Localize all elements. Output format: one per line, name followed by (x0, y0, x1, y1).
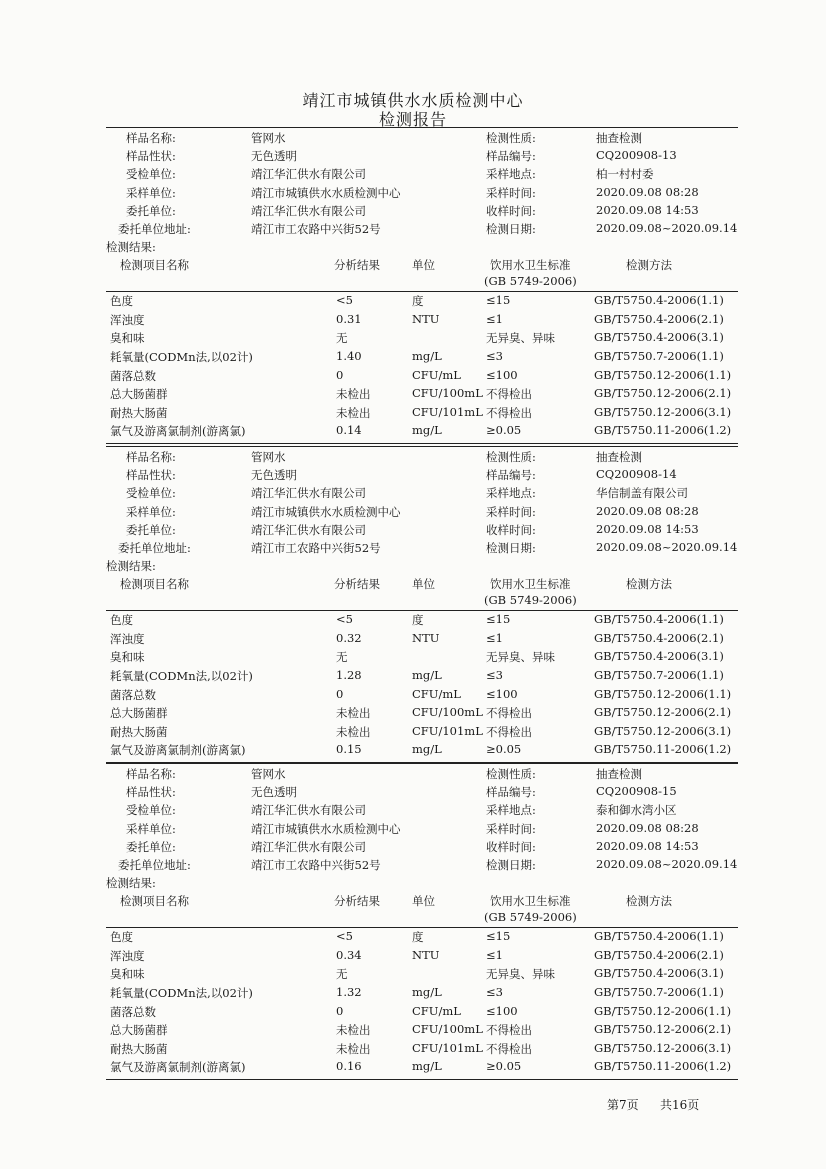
info-value: 抽查检测 (596, 131, 642, 145)
result-item: 色度 (110, 613, 133, 628)
info-label: 受检单位: (126, 486, 176, 501)
result-item: 氯气及游离氯制剂(游离氯) (110, 424, 246, 439)
result-unit: CFU/101mL (412, 1040, 483, 1055)
column-header-row (106, 576, 738, 594)
info-row (106, 839, 738, 857)
info-label: 检测日期: (486, 541, 536, 555)
result-value: 无 (336, 650, 348, 665)
info-value: 靖江市工农路中兴街52号 (251, 222, 381, 236)
col-method-header: 检测方法 (626, 894, 672, 909)
result-row (106, 985, 738, 1003)
result-item: 耐热大肠菌 (110, 1041, 168, 1056)
info-value: 泰和御水湾小区 (596, 803, 677, 818)
result-item: 色度 (110, 930, 133, 945)
info-label: 样品编号: (486, 785, 536, 800)
info-value: 无色透明 (251, 149, 297, 164)
result-standard: ≤100 (486, 1003, 518, 1018)
result-method: GB/T5750.12-2006(3.1) (594, 404, 732, 419)
info-value: 无色透明 (251, 468, 297, 483)
result-row (106, 742, 738, 760)
info-value: 2020.09.08~2020.09.14 (596, 221, 738, 235)
col-unit-header: 单位 (412, 577, 435, 592)
result-row (106, 1004, 738, 1022)
info-row (106, 857, 738, 875)
info-value: 管网水 (251, 131, 286, 145)
info-label: 采样地点: (486, 803, 536, 818)
result-item: 浑浊度 (110, 948, 145, 963)
info-label: 样品编号: (486, 149, 536, 164)
result-method: GB/T5750.4-2006(2.1) (594, 311, 724, 326)
column-header-row-2 (106, 593, 738, 611)
result-item: 臭和味 (110, 331, 145, 346)
result-row (106, 724, 738, 742)
result-value: 1.40 (336, 349, 362, 363)
info-row (106, 221, 738, 239)
col-standard-header: 饮用水卫生标准 (490, 258, 571, 273)
result-value: 未检出 (336, 405, 371, 420)
column-header-row-2 (106, 910, 738, 928)
result-row (106, 649, 738, 667)
col-unit-header: 单位 (412, 258, 435, 273)
info-row (106, 148, 738, 166)
info-label: 委托单位地址: (118, 858, 191, 872)
info-label: 收样时间: (486, 203, 536, 218)
result-value: 0 (336, 367, 344, 382)
info-value: 靖江华汇供水有限公司 (251, 839, 366, 854)
result-unit: CFU/101mL (412, 723, 483, 738)
result-item: 耗氧量(CODMn法,以02计) (110, 350, 253, 364)
info-value: 2020.09.08 14:53 (596, 521, 699, 536)
info-value: CQ200908-14 (596, 467, 677, 482)
col-standard-header: 饮用水卫生标准 (490, 894, 571, 909)
info-value: 靖江市工农路中兴街52号 (251, 541, 381, 555)
result-item: 浑浊度 (110, 312, 145, 327)
result-unit: 度 (412, 294, 424, 309)
info-label: 样品名称: (126, 131, 176, 145)
info-label: 收样时间: (486, 839, 536, 854)
result-row (106, 1041, 738, 1059)
result-method: GB/T5750.4-2006(2.1) (594, 947, 724, 962)
info-label: 样品名称: (126, 767, 176, 781)
result-item: 菌落总数 (110, 687, 156, 702)
info-value: 靖江华汇供水有限公司 (251, 803, 366, 818)
result-method: GB/T5750.7-2006(1.1) (594, 349, 724, 363)
col-item-header: 检测项目名称 (120, 258, 189, 273)
result-unit: NTU (412, 311, 440, 326)
result-value: 0 (336, 1003, 344, 1018)
info-label: 委托单位地址: (118, 541, 191, 555)
rule-line (106, 927, 738, 928)
result-method: GB/T5750.12-2006(2.1) (594, 1022, 732, 1037)
result-standard: ≤100 (486, 367, 518, 382)
result-method: GB/T5750.4-2006(2.1) (594, 630, 724, 645)
result-value: 0 (336, 686, 344, 701)
result-method: GB/T5750.12-2006(2.1) (594, 386, 732, 401)
result-standard: 无异臭、异味 (486, 650, 555, 665)
info-label: 采样时间: (486, 185, 536, 200)
result-unit: NTU (412, 947, 440, 962)
result-unit: NTU (412, 630, 440, 645)
result-unit: mg/L (412, 1059, 442, 1074)
result-item: 臭和味 (110, 650, 145, 665)
info-label: 委托单位地址: (118, 222, 191, 236)
result-standard: ≤3 (486, 668, 503, 682)
info-row (106, 185, 738, 203)
result-row (106, 349, 738, 367)
result-method: GB/T5750.12-2006(1.1) (594, 367, 732, 382)
rule-line (106, 446, 738, 447)
result-value: 1.32 (336, 985, 362, 999)
result-row (106, 312, 738, 330)
result-unit: mg/L (412, 742, 442, 757)
result-item: 耗氧量(CODMn法,以02计) (110, 669, 253, 683)
result-method: GB/T5750.12-2006(3.1) (594, 723, 732, 738)
rule-line (106, 1079, 738, 1080)
result-unit: CFU/100mL (412, 1022, 483, 1037)
result-unit: CFU/100mL (412, 705, 483, 720)
result-row (106, 423, 738, 441)
result-row (106, 1022, 738, 1040)
col-item-header: 检测项目名称 (120, 577, 189, 592)
page-number: 第7页 (607, 1098, 639, 1112)
info-label: 采样时间: (486, 504, 536, 519)
col-method-header: 检测方法 (626, 577, 672, 592)
rule-line (106, 763, 738, 764)
result-unit: CFU/100mL (412, 386, 483, 401)
result-method: GB/T5750.12-2006(3.1) (594, 1040, 732, 1055)
result-row (106, 293, 738, 311)
result-item: 耐热大肠菌 (110, 724, 168, 739)
result-item: 氯气及游离氯制剂(游离氯) (110, 1060, 246, 1075)
info-value: 靖江华汇供水有限公司 (251, 486, 366, 501)
info-value: 管网水 (251, 450, 286, 464)
result-standard: 不得检出 (486, 1023, 532, 1038)
result-standard: ≤15 (486, 293, 511, 308)
result-value: 1.28 (336, 668, 362, 682)
result-unit: mg/L (412, 668, 442, 682)
result-standard: ≥0.05 (486, 1059, 522, 1074)
column-header-row-2 (106, 274, 738, 292)
info-label: 委托单位: (126, 522, 176, 537)
result-unit: CFU/mL (412, 686, 461, 701)
result-row (106, 330, 738, 348)
result-value: 未检出 (336, 1041, 371, 1056)
info-row (106, 504, 738, 522)
col-unit-header: 单位 (412, 894, 435, 909)
info-value: 靖江市城镇供水水质检测中心 (251, 185, 401, 200)
info-value: 2020.09.08~2020.09.14 (596, 540, 738, 554)
info-label: 收样时间: (486, 522, 536, 537)
result-value: 未检出 (336, 1023, 371, 1038)
info-label: 样品性状: (126, 149, 176, 164)
info-value: 抽查检测 (596, 767, 642, 781)
result-method: GB/T5750.11-2006(1.2) (594, 1059, 732, 1074)
info-value: 靖江华汇供水有限公司 (251, 203, 366, 218)
page-total: 共16页 (660, 1098, 700, 1112)
col-result-header: 分析结果 (334, 894, 380, 909)
info-row (106, 467, 738, 485)
info-row (106, 821, 738, 839)
result-method: GB/T5750.4-2006(1.1) (594, 293, 724, 308)
info-label: 检测性质: (486, 767, 536, 781)
info-label: 检测性质: (486, 131, 536, 145)
info-value: CQ200908-13 (596, 148, 677, 163)
result-method: GB/T5750.4-2006(3.1) (594, 966, 724, 981)
info-label: 采样地点: (486, 486, 536, 501)
result-row (106, 705, 738, 723)
result-item: 总大肠菌群 (110, 706, 168, 721)
info-value: 2020.09.08~2020.09.14 (596, 857, 738, 871)
info-value: 2020.09.08 08:28 (596, 503, 699, 518)
result-item: 氯气及游离氯制剂(游离氯) (110, 743, 246, 758)
result-row (106, 668, 738, 686)
info-value: 2020.09.08 08:28 (596, 184, 699, 199)
result-value: 0.15 (336, 742, 362, 757)
result-value: 0.14 (336, 423, 362, 438)
result-value: 0.16 (336, 1059, 362, 1074)
info-value: 无色透明 (251, 785, 297, 800)
result-row (106, 1059, 738, 1077)
result-item: 色度 (110, 294, 133, 309)
col-method-header: 检测方法 (626, 258, 672, 273)
result-standard: ≤15 (486, 612, 511, 627)
info-row (106, 166, 738, 184)
info-label: 样品性状: (126, 785, 176, 800)
info-label: 采样单位: (126, 504, 176, 519)
result-item: 耗氧量(CODMn法,以02计) (110, 986, 253, 1000)
info-value: 2020.09.08 14:53 (596, 838, 699, 853)
info-value: 靖江华汇供水有限公司 (251, 522, 366, 537)
info-label: 样品名称: (126, 450, 176, 464)
result-item: 总大肠菌群 (110, 1023, 168, 1038)
result-standard: 无异臭、异味 (486, 331, 555, 346)
info-label: 检测性质: (486, 450, 536, 464)
result-value: <5 (336, 293, 353, 308)
result-method: GB/T5750.12-2006(1.1) (594, 686, 732, 701)
result-standard: ≤1 (486, 311, 503, 326)
info-label: 采样时间: (486, 821, 536, 836)
info-value: 2020.09.08 08:28 (596, 820, 699, 835)
info-label: 检测日期: (486, 222, 536, 236)
result-standard: ≥0.05 (486, 423, 522, 438)
result-item: 臭和味 (110, 967, 145, 982)
result-item: 浑浊度 (110, 631, 145, 646)
result-standard: ≤15 (486, 929, 511, 944)
result-value: 0.31 (336, 311, 362, 326)
col-item-header: 检测项目名称 (120, 894, 189, 909)
result-row (106, 966, 738, 984)
result-row (106, 929, 738, 947)
result-standard: 不得检出 (486, 405, 532, 420)
result-unit: 度 (412, 930, 424, 945)
info-label: 检测日期: (486, 858, 536, 872)
result-row (106, 368, 738, 386)
info-row (106, 766, 738, 784)
result-method: GB/T5750.4-2006(3.1) (594, 649, 724, 664)
result-standard: ≤3 (486, 985, 503, 999)
rule-line (106, 610, 738, 611)
info-value: 柏一村村委 (596, 167, 654, 182)
info-row (106, 522, 738, 540)
result-value: 未检出 (336, 724, 371, 739)
result-method: GB/T5750.12-2006(2.1) (594, 705, 732, 720)
info-label: 采样单位: (126, 821, 176, 836)
result-row (106, 612, 738, 630)
rule-line (106, 127, 738, 128)
info-row (106, 203, 738, 221)
result-method: GB/T5750.11-2006(1.2) (594, 423, 732, 438)
result-standard: ≤1 (486, 630, 503, 645)
result-method: GB/T5750.4-2006(1.1) (594, 612, 724, 627)
rule-line (106, 443, 738, 444)
col-standard-subheader: (GB 5749-2006) (484, 274, 577, 289)
result-unit: mg/L (412, 985, 442, 999)
result-standard: ≥0.05 (486, 742, 522, 757)
info-row (106, 802, 738, 820)
col-result-header: 分析结果 (334, 577, 380, 592)
column-header-row (106, 257, 738, 275)
result-unit: CFU/101mL (412, 404, 483, 419)
result-standard: ≤100 (486, 686, 518, 701)
result-item: 总大肠菌群 (110, 387, 168, 402)
info-label: 样品编号: (486, 468, 536, 483)
result-standard: 不得检出 (486, 1041, 532, 1056)
result-value: <5 (336, 612, 353, 627)
result-row (106, 687, 738, 705)
col-standard-subheader: (GB 5749-2006) (484, 593, 577, 608)
info-row (106, 449, 738, 467)
result-standard: 不得检出 (486, 724, 532, 739)
result-standard: ≤3 (486, 349, 503, 363)
info-row (106, 485, 738, 503)
result-unit: CFU/mL (412, 367, 461, 382)
info-value: 管网水 (251, 767, 286, 781)
result-method: GB/T5750.4-2006(3.1) (594, 330, 724, 345)
result-item: 菌落总数 (110, 1004, 156, 1019)
result-row (106, 948, 738, 966)
info-row (106, 784, 738, 802)
result-unit: mg/L (412, 423, 442, 438)
column-header-row (106, 893, 738, 911)
result-unit: 度 (412, 613, 424, 628)
result-standard: ≤1 (486, 947, 503, 962)
info-value: 靖江市城镇供水水质检测中心 (251, 821, 401, 836)
info-value: 靖江市城镇供水水质检测中心 (251, 504, 401, 519)
result-method: GB/T5750.11-2006(1.2) (594, 742, 732, 757)
result-value: 无 (336, 967, 348, 982)
info-label: 采样单位: (126, 185, 176, 200)
result-method: GB/T5750.7-2006(1.1) (594, 668, 724, 682)
result-unit: CFU/mL (412, 1003, 461, 1018)
result-value: 未检出 (336, 706, 371, 721)
info-row (106, 540, 738, 558)
result-method: GB/T5750.12-2006(1.1) (594, 1003, 732, 1018)
info-value: 靖江市工农路中兴街52号 (251, 858, 381, 872)
result-row (106, 405, 738, 423)
info-value: 靖江华汇供水有限公司 (251, 167, 366, 182)
report-title: 检测报告 (378, 110, 447, 129)
result-row (106, 386, 738, 404)
result-value: 未检出 (336, 387, 371, 402)
info-value: CQ200908-15 (596, 784, 677, 799)
org-title: 靖江市城镇供水水质检测中心 (302, 91, 524, 110)
result-value: <5 (336, 929, 353, 944)
info-label: 受检单位: (126, 167, 176, 182)
col-standard-subheader: (GB 5749-2006) (484, 910, 577, 925)
info-label: 受检单位: (126, 803, 176, 818)
result-standard: 无异臭、异味 (486, 967, 555, 982)
result-value: 0.32 (336, 630, 362, 645)
info-value: 华信制盖有限公司 (596, 486, 688, 501)
result-standard: 不得检出 (486, 387, 532, 402)
rule-line (106, 291, 738, 292)
result-standard: 不得检出 (486, 706, 532, 721)
result-value: 无 (336, 331, 348, 346)
info-value: 抽查检测 (596, 450, 642, 464)
col-standard-header: 饮用水卫生标准 (490, 577, 571, 592)
result-method: GB/T5750.7-2006(1.1) (594, 985, 724, 999)
info-label: 采样地点: (486, 167, 536, 182)
result-method: GB/T5750.4-2006(1.1) (594, 929, 724, 944)
result-row (106, 631, 738, 649)
info-value: 2020.09.08 14:53 (596, 202, 699, 217)
result-unit: mg/L (412, 349, 442, 363)
info-label: 委托单位: (126, 839, 176, 854)
info-label: 委托单位: (126, 203, 176, 218)
col-result-header: 分析结果 (334, 258, 380, 273)
info-label: 样品性状: (126, 468, 176, 483)
result-item: 耐热大肠菌 (110, 405, 168, 420)
result-item: 菌落总数 (110, 368, 156, 383)
result-value: 0.34 (336, 947, 362, 962)
info-row (106, 130, 738, 148)
